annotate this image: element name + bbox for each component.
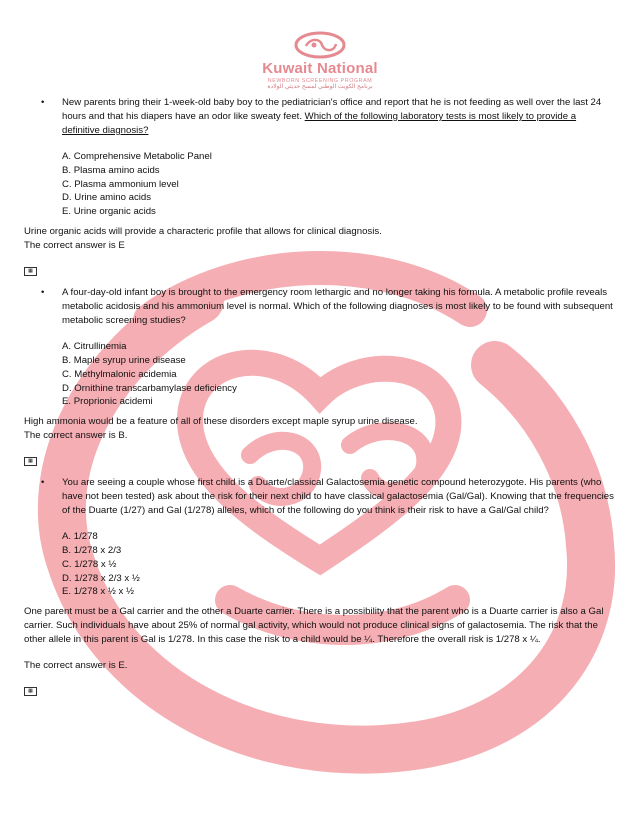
question-block	[24, 476, 616, 696]
question-stem	[24, 286, 616, 328]
option-list	[24, 530, 616, 600]
option-item: E. Proprionic acidemi	[62, 396, 153, 408]
explanation-text: High ammonia would be a feature of all of these disorders except maple syrup urine disease.	[24, 416, 418, 428]
explanation-text: Urine organic acids will provide a characteric profile that allows for clinical diagnosis.	[24, 226, 382, 238]
answer-text: The correct answer is B.	[24, 430, 128, 442]
option-item: A. Comprehensive Metabolic Panel	[62, 150, 212, 162]
option-item: B. 1/278 x 2/3	[62, 544, 122, 556]
explanation-text: One parent must be a Gal carrier and the other a Duarte carrier. There is a possibility that the parent who is a Duarte carrier is also a Gal carrier. Such individuals have about 25% of normal gal activity, which would not produce clinical signs of galactosemia. The risk that the other allele in this parent is Gal is 1/278. In this case the risk to a child would be ¼. Therefore the overall risk is 1/278 x ¼.	[24, 606, 604, 646]
separator-glyph-icon: ▦	[24, 687, 37, 696]
header-logo	[220, 30, 420, 104]
separator-glyph-icon: ▦	[24, 457, 37, 466]
explanation	[24, 605, 616, 673]
logo-mark-icon	[292, 30, 348, 60]
option-item: B. Plasma amino acids	[62, 164, 160, 176]
logo-arabic-text: برنامج الكويت الوطني لمسح حديثي الولادة	[267, 83, 373, 90]
bullet-icon: •	[41, 477, 45, 489]
option-list	[24, 340, 616, 410]
question-text: A four-day-old infant boy is brought to the emergency room lethargic and no longer taking his formula. A metabolic profile reveals metabolic acidosis and his ammonium level is normal. Which of the following diagnoses is most likely to be found with subsequent metabolic screening studies?	[62, 287, 613, 326]
explanation	[24, 415, 616, 443]
explanation	[24, 225, 616, 253]
question-list	[24, 96, 616, 706]
logo-title: Kuwait National	[262, 60, 378, 77]
answer-text: The correct answer is E	[24, 240, 125, 252]
option-item: B. Maple syrup urine disease	[62, 354, 186, 366]
bullet-icon: •	[41, 287, 45, 299]
separator-glyph-icon: ▦	[24, 267, 37, 276]
question-stem	[24, 96, 616, 138]
question-block	[24, 96, 616, 276]
option-item: A. Citrullinemia	[62, 340, 127, 352]
option-item: C. Methylmalonic acidemia	[62, 368, 177, 380]
question-block	[24, 286, 616, 466]
option-item: D. Urine amino acids	[62, 192, 152, 204]
option-item: C. 1/278 x ½	[62, 558, 117, 570]
option-item: D. Ornithine transcarbamylase deficiency	[62, 382, 237, 394]
answer-text: The correct answer is E.	[24, 660, 128, 672]
option-item: A. 1/278	[62, 530, 98, 542]
option-item: D. 1/278 x 2/3 x ½	[62, 572, 140, 584]
option-item: C. Plasma ammonium level	[62, 178, 179, 190]
question-text: New parents bring their 1-week-old baby boy to the pediatrician's office and report that he is not feeding as well over the last 24 hours and that his diapers have an odor like sweaty feet.	[62, 97, 602, 122]
option-list	[24, 150, 616, 220]
bullet-icon: •	[41, 97, 45, 108]
logo-subtitle: NEWBORN SCREENING PROGRAM	[267, 77, 373, 84]
question-underlined-text: Which of the following laboratory tests is most likely to provide a definitive diagnosis?	[62, 110, 577, 136]
question-stem	[24, 476, 616, 518]
option-item: E. Urine organic acids	[62, 206, 156, 218]
option-item: E. 1/278 x ½ x ½	[62, 586, 134, 598]
question-text: You are seeing a couple whose first child is a Duarte/classical Galactosemia genetic compound heterozygote. His parents (who have not been tested) ask about the risk for their next child to have classical galactosemia (Gal/Gal). Knowing that the frequencies of the Duarte (1/27) and Gal (1/278) alleles, which of the following do you think is their risk to have a Gal/Gal child?	[62, 477, 614, 516]
